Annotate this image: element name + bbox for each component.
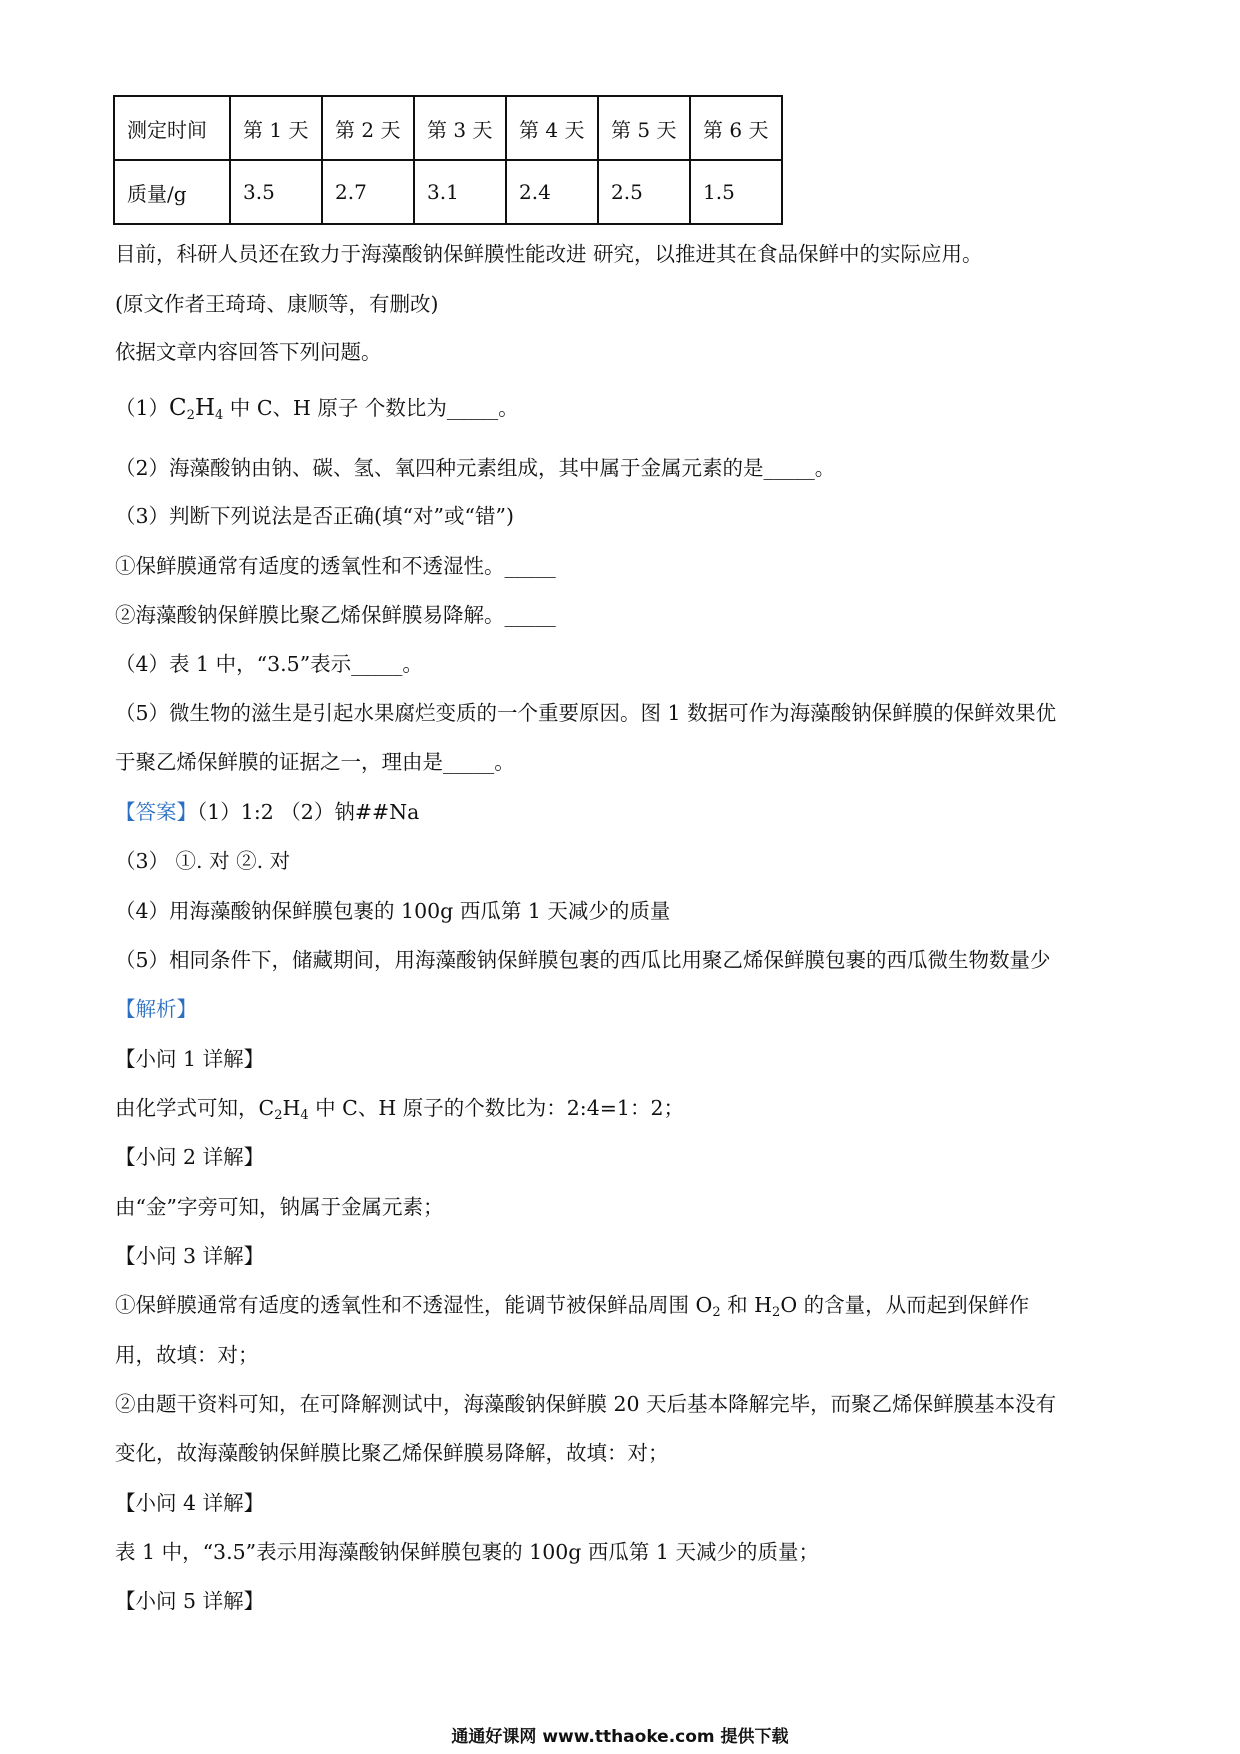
question-3: （3）判断下列说法是否正确(填“对”或“错”) [115, 504, 514, 528]
table-row [114, 160, 782, 224]
question-5-line2: 于聚乙烯保鲜膜的证据之一，理由是_____。 [115, 750, 515, 774]
analysis-tag: 【解析】 [115, 997, 197, 1021]
table-day-cell: 第 4 天 [506, 96, 598, 160]
analysis-3-1-suffix: O 的含量，从而起到保鲜作 [780, 1293, 1030, 1317]
formula-h: H [282, 1096, 301, 1120]
formula-h: H [194, 395, 215, 421]
answer-tag: 【答案】 [115, 800, 197, 824]
question-3-1: ①保鲜膜通常有适度的透氧性和不透湿性。_____ [115, 554, 556, 578]
table-mass-cell: 2.5 [598, 160, 690, 224]
question-3-2: ②海藻酸钠保鲜膜比聚乙烯保鲜膜易降解。_____ [115, 603, 556, 627]
q1-rest: 中 C、H 原子 个数比为_____。 [223, 396, 519, 420]
table-day-cell: 第 2 天 [322, 96, 414, 160]
table-day-cell: 第 3 天 [414, 96, 506, 160]
question-4: （4）表 1 中，“3.5”表示_____。 [115, 652, 423, 676]
mass-table [113, 95, 783, 225]
analysis-heading-2: 【小问 2 详解】 [115, 1145, 265, 1169]
analysis-heading-4: 【小问 4 详解】 [115, 1491, 265, 1515]
analysis-3-1-prefix: ①保鲜膜通常有适度的透氧性和不透湿性，能调节被保鲜品周围 O [115, 1293, 713, 1317]
analysis-3-1-mid: 和 H [720, 1293, 773, 1317]
answer-5: （5）相同条件下，储藏期间，用海藻酸钠保鲜膜包裹的西瓜比用聚乙烯保鲜膜包裹的西瓜微生物数量少 [115, 948, 1051, 972]
intro-paragraph: 目前，科研人员还在致力于海藻酸钠保鲜膜性能改进 研究，以推进其在食品保鲜中的实际应用。 [115, 242, 983, 266]
table-mass-cell: 3.1 [414, 160, 506, 224]
formula-h-sub: 4 [300, 1108, 309, 1123]
instruction-text: 依据文章内容回答下列问题。 [115, 340, 382, 364]
table-mass-cell: 1.5 [690, 160, 782, 224]
answer-1-2: （1）1:2 （2）钠##Na [197, 800, 420, 824]
analysis-heading-1: 【小问 1 详解】 [115, 1047, 265, 1071]
table-mass-cell: 2.7 [322, 160, 414, 224]
formula-c: C [258, 1096, 275, 1120]
formula-c-sub: 2 [186, 408, 195, 423]
analysis-text-3-2a: ②由题干资料可知，在可降解测试中，海藻酸钠保鲜膜 20 天后基本降解完毕，而聚乙烯保鲜膜基本没有 [115, 1392, 1057, 1416]
analysis-text-3-1 [115, 1291, 1029, 1327]
answer-line-1 [115, 798, 419, 826]
footer-watermark: 通通好课网 www.tthaoke.com 提供下载 [451, 1727, 789, 1747]
formula-c: C [169, 395, 187, 421]
table-day-cell: 第 6 天 [690, 96, 782, 160]
analysis-text-2: 由“金”字旁可知，钠属于金属元素； [115, 1195, 444, 1219]
analysis-text-3-1b: 用，故填：对； [115, 1343, 259, 1367]
analysis-text-1 [115, 1094, 684, 1130]
table-header-cell: 测定时间 [114, 96, 230, 160]
analysis-heading-5: 【小问 5 详解】 [115, 1589, 265, 1613]
analysis-1-rest: 中 C、H 原子的个数比为：2:4=1：2； [308, 1096, 685, 1120]
table-mass-cell: 3.5 [230, 160, 322, 224]
question-2: （2）海藻酸钠由钠、碳、氢、氧四种元素组成，其中属于金属元素的是_____。 [115, 456, 836, 480]
source-note: (原文作者王琦琦、康顺等，有删改) [115, 292, 439, 316]
table-mass-cell: 2.4 [506, 160, 598, 224]
table-header-cell: 质量/g [114, 160, 230, 224]
question-1 [115, 394, 519, 430]
analysis-1-prefix: 由化学式可知， [115, 1096, 259, 1120]
answer-4: （4）用海藻酸钠保鲜膜包裹的 100g 西瓜第 1 天减少的质量 [115, 899, 671, 923]
q1-prefix: （1） [115, 396, 170, 420]
formula-h-sub: 2 [772, 1305, 781, 1320]
analysis-text-4: 表 1 中，“3.5”表示用海藻酸钠保鲜膜包裹的 100g 西瓜第 1 天减少的质量； [115, 1540, 819, 1564]
analysis-heading-3: 【小问 3 详解】 [115, 1244, 265, 1268]
analysis-text-3-2b: 变化，故海藻酸钠保鲜膜比聚乙烯保鲜膜易降解，故填：对； [115, 1441, 669, 1465]
table-row [114, 96, 782, 160]
answer-3: （3） ①. 对 ②. 对 [115, 849, 291, 873]
question-5-line1: （5）微生物的滋生是引起水果腐烂变质的一个重要原因。图 1 数据可作为海藻酸钠保鲜膜的保鲜效果优 [115, 701, 1057, 725]
table-day-cell: 第 1 天 [230, 96, 322, 160]
formula-o-sub: 2 [712, 1305, 721, 1320]
table-day-cell: 第 5 天 [598, 96, 690, 160]
formula-h-sub: 4 [215, 408, 224, 423]
formula-c-sub: 2 [274, 1108, 283, 1123]
